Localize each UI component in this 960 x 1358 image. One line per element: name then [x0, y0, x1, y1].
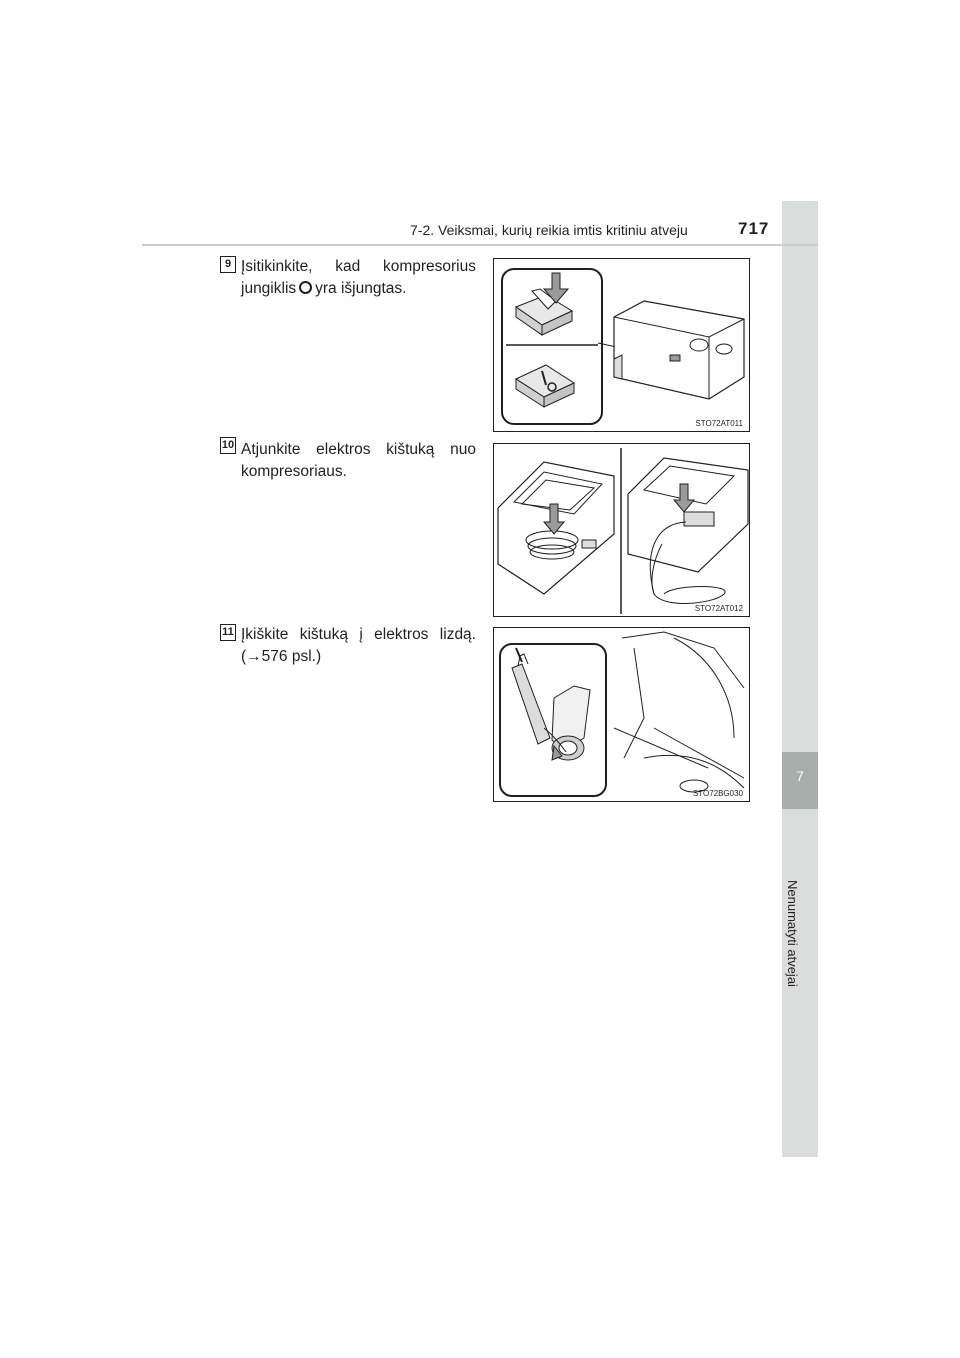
insert-plug-illustration	[493, 627, 750, 802]
chapter-number: 7	[796, 768, 804, 784]
step-number-badge: 11	[220, 624, 236, 641]
disconnect-plug-drawing	[494, 444, 750, 617]
step-instruction: Atjunkite elektros kištuką nuo kompresoriaus.	[241, 441, 476, 480]
step-instruction	[241, 256, 476, 300]
figure-code: STO72AT012	[694, 604, 743, 613]
insert-plug-drawing	[494, 628, 750, 802]
step-text-part: yra išjungtas.	[315, 280, 407, 297]
disconnect-plug-illustration	[493, 443, 750, 617]
chapter-side-tab	[782, 201, 818, 1157]
compressor-switch-drawing	[494, 259, 750, 432]
step-text-part: Įsitikinkite, kad kompresorius jungiklis	[241, 258, 476, 297]
header-divider	[142, 244, 818, 246]
chapter-label: Nenumatyti atvejai	[785, 880, 800, 987]
step-number-badge: 9	[220, 256, 236, 273]
section-title: 7-2. Veiksmai, kurių reikia imtis kritiniu atveju	[410, 222, 688, 238]
step-number-badge: 10	[220, 437, 236, 454]
compressor-switch-illustration	[493, 258, 750, 432]
figure-code: STO72BG030	[692, 789, 743, 798]
switch-off-circle-icon	[299, 281, 312, 294]
figure-code: STO72AT011	[695, 419, 743, 428]
page-number: 717	[738, 219, 770, 238]
step-instruction: Įkiškite kištuką į elektros lizdą. (→576 psl.)	[241, 626, 476, 665]
